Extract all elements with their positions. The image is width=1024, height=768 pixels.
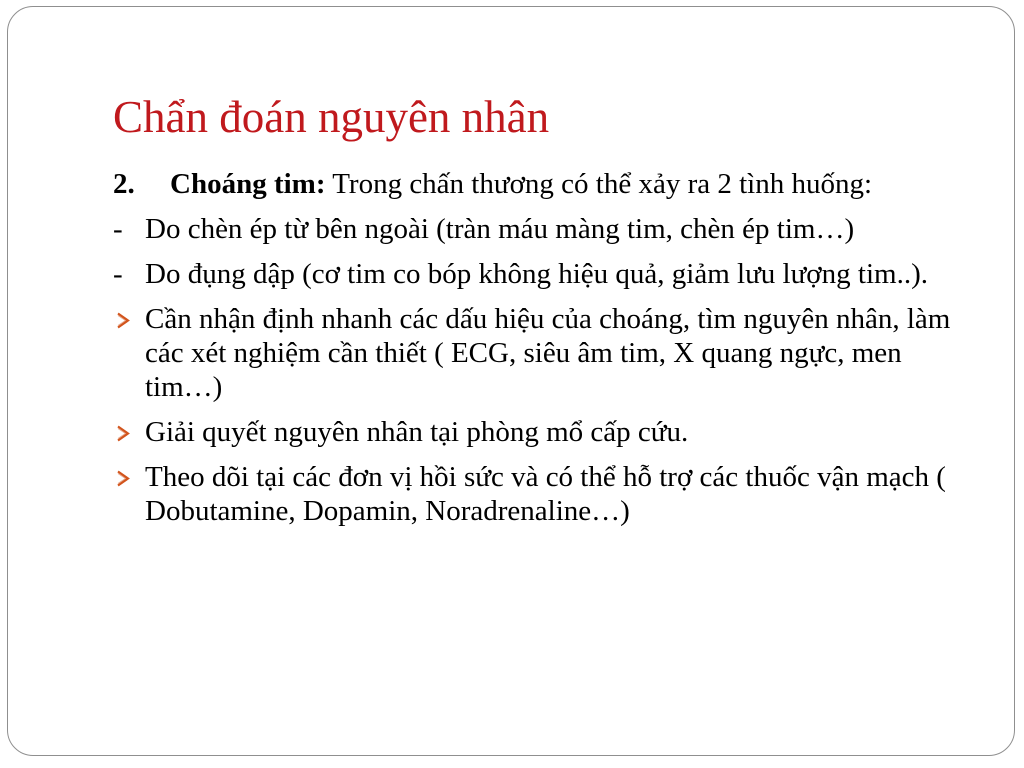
item-number: 2. (113, 168, 135, 200)
arrow-bullet-icon (115, 312, 135, 329)
slide-title: Chẩn đoán nguyên nhân (113, 92, 550, 142)
numbered-item (113, 167, 973, 201)
dash-item (113, 212, 973, 246)
item-text: Trong chấn thương có thể xảy ra 2 tình huống: (325, 168, 873, 200)
item-text: Do chèn ép từ bên ngoài (tràn máu màng tim, chèn ép tim…) (145, 213, 855, 245)
item-text: Do đụng dập (cơ tim co bóp không hiệu quả, giảm lưu lượng tim..). (145, 258, 928, 290)
arrow-bullet-icon (115, 470, 135, 487)
item-text: Cần nhận định nhanh các dấu hiệu của choáng, tìm nguyên nhân, làm các xét nghiệm cần thiết ( ECG, siêu âm tim, X quang ngực, men tim…) (145, 303, 951, 403)
item-heading: Choáng tim: (170, 168, 326, 200)
arrow-item (113, 415, 973, 449)
dash-marker: - (113, 258, 123, 290)
dash-item (113, 257, 973, 291)
slide-content (113, 167, 973, 539)
dash-marker: - (113, 213, 123, 245)
arrow-item (113, 460, 973, 528)
arrow-item (113, 302, 973, 404)
item-text: Theo dõi tại các đơn vị hồi sức và có thể hỗ trợ các thuốc vận mạch ( Dobutamine, Dopamin, Noradrenaline…) (145, 461, 946, 527)
item-text: Giải quyết nguyên nhân tại phòng mổ cấp cứu. (145, 416, 689, 448)
arrow-bullet-icon (115, 425, 135, 442)
